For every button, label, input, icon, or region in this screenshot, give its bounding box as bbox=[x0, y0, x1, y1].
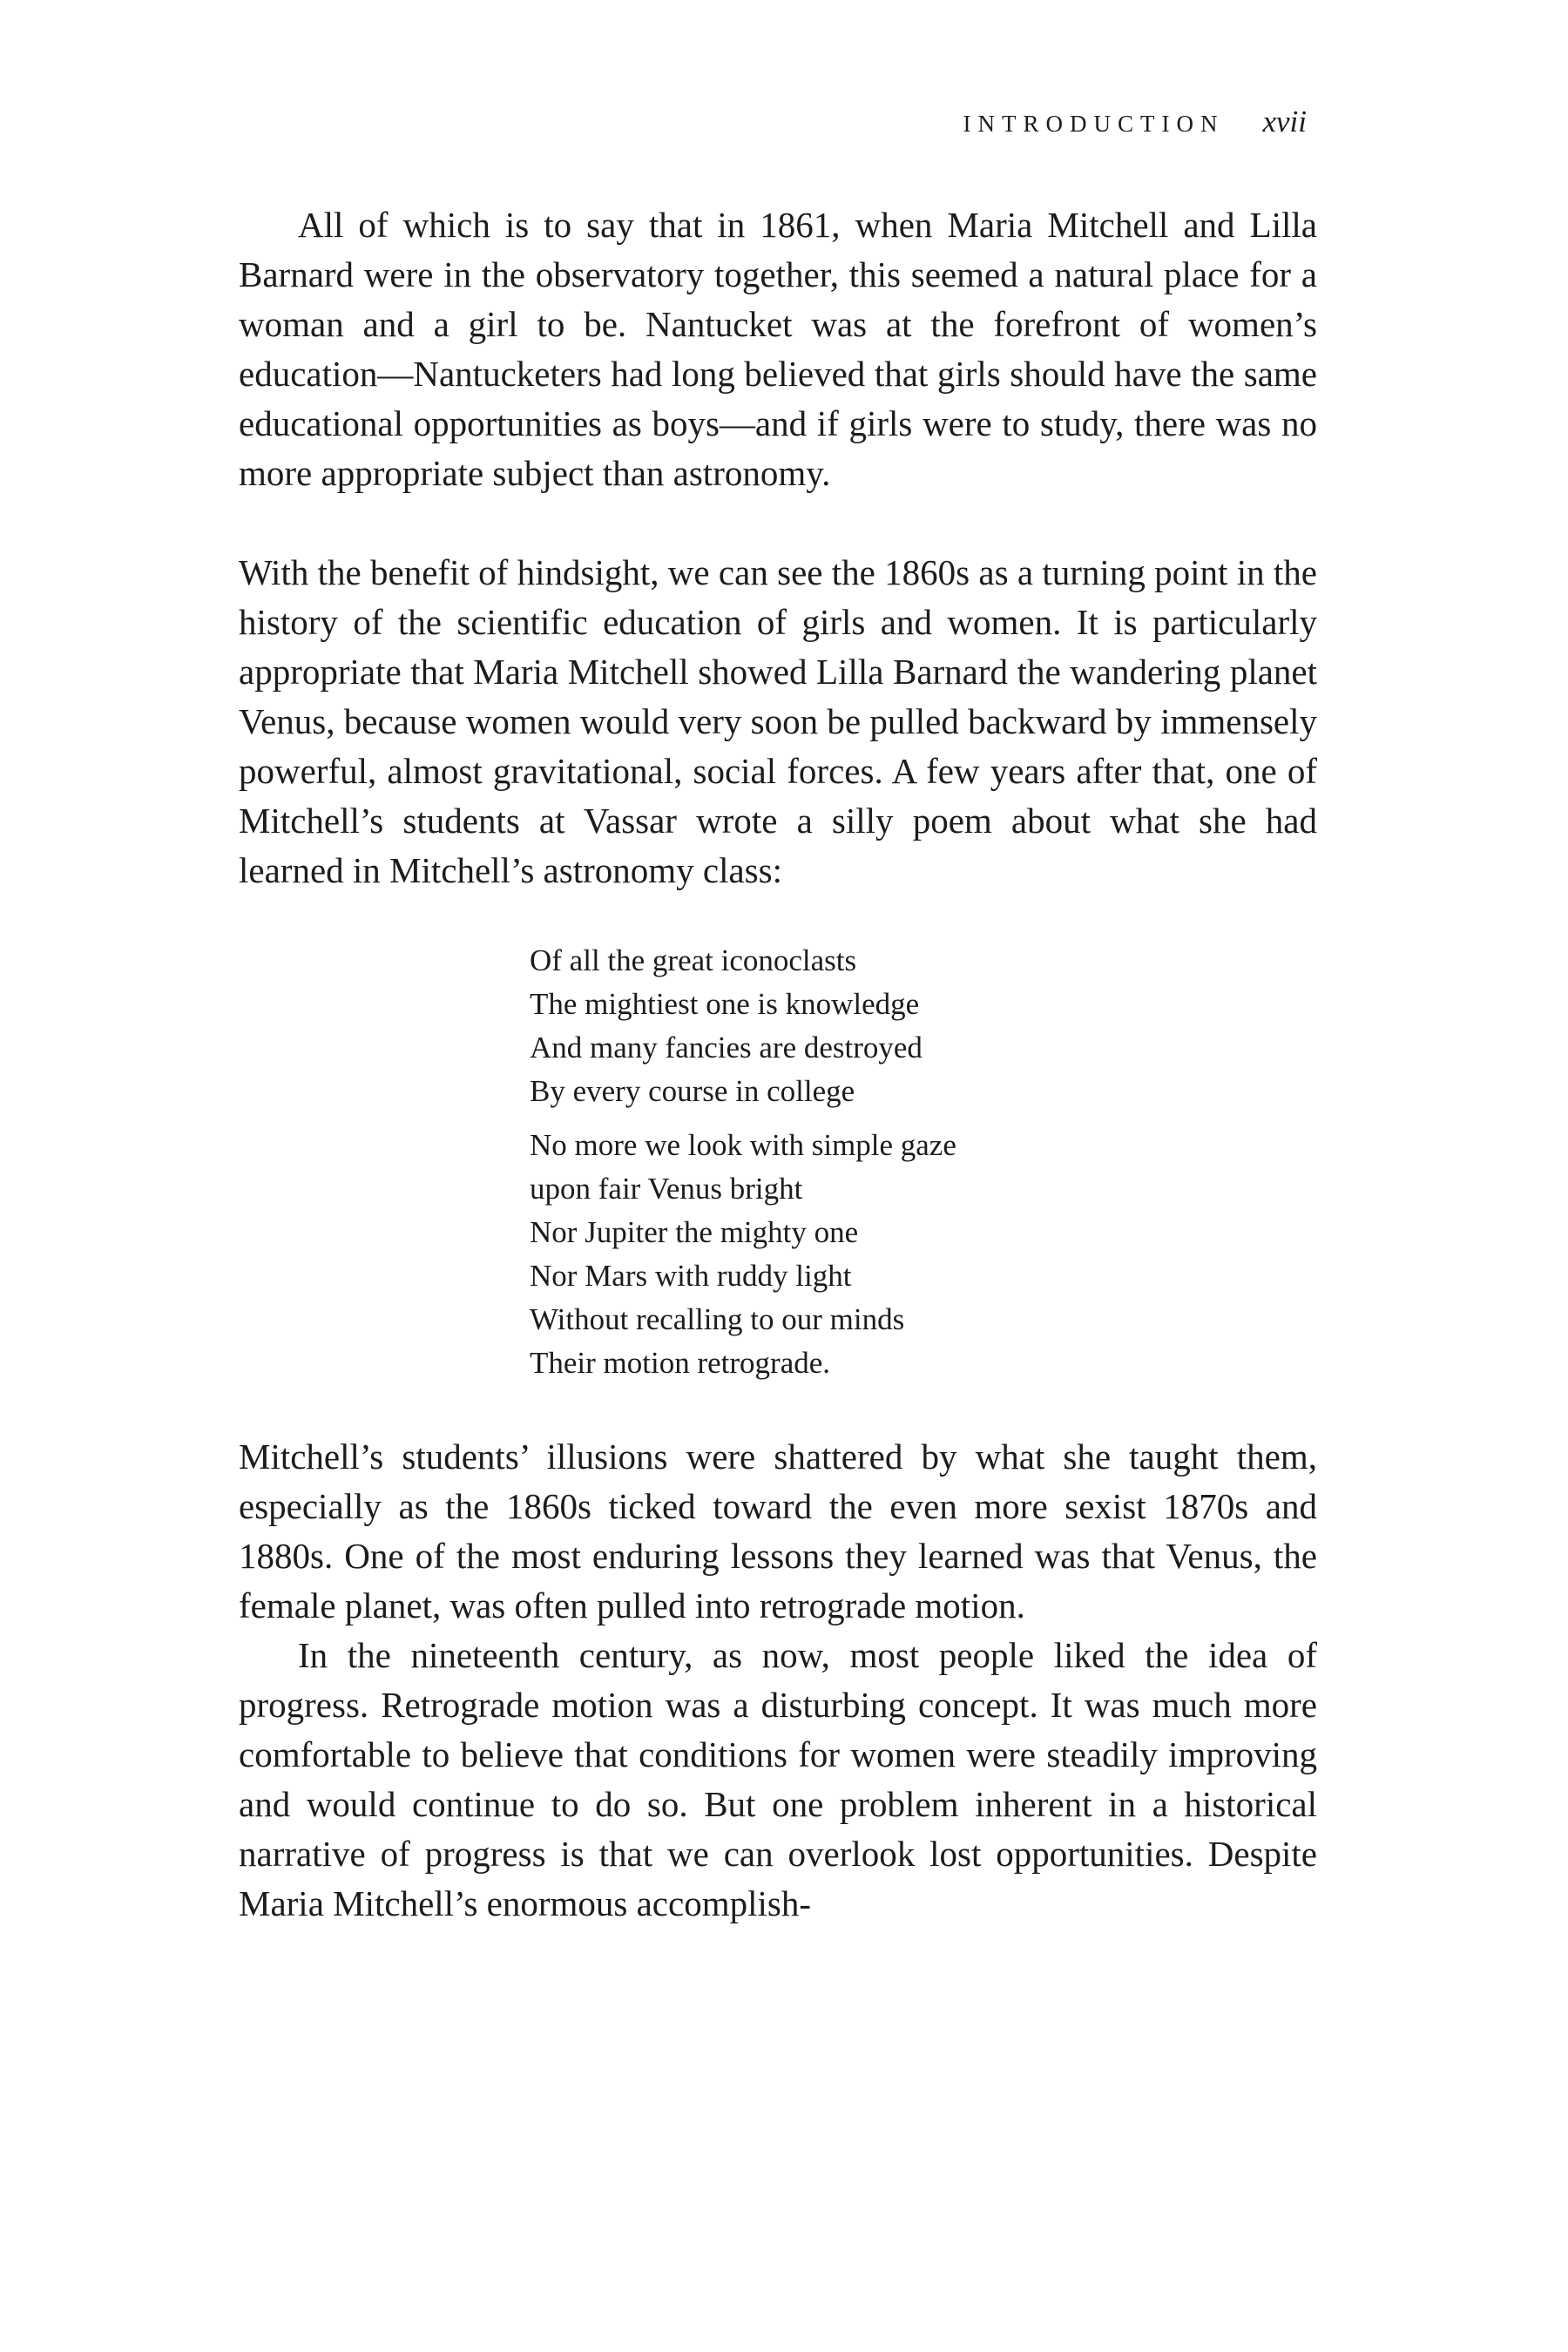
poem-line: Their motion retrograde. bbox=[530, 1346, 831, 1380]
poem-line: Nor Jupiter the mighty one bbox=[530, 1215, 859, 1249]
poem-stanza-2 bbox=[530, 1124, 1317, 1385]
paragraph-3: Mitchell’s students’ illusions were shattered by what she taught them, especially as the 1860s ticked toward the even more sexist 1870s and 1880s. One of the most enduring lessons they learned was that Venus, the female planet, was often pulled into retrograde motion. bbox=[239, 1436, 1317, 1625]
poem-stanza-1 bbox=[530, 939, 1317, 1113]
poem-line: Of all the great iconoclasts bbox=[530, 943, 857, 977]
poem-line: No more we look with simple gaze bbox=[530, 1128, 956, 1162]
running-head-section: INTRODUCTION bbox=[963, 111, 1225, 137]
poem-line: Nor Mars with ruddy light bbox=[530, 1259, 852, 1293]
poem-line: The mightiest one is knowledge bbox=[530, 987, 920, 1021]
paragraph-4: In the nineteenth century, as now, most people liked the idea of progress. Retrograde motion was a disturbing concept. It was much more comfortable to believe that conditions for women were steadily improving and would continue to do so. But one problem inherent in a historical narrative of progress is that we can overlook lost opportunities. Despite Maria Mitchell’s enormous accomplish- bbox=[239, 1635, 1317, 1923]
page-number: xvii bbox=[1262, 105, 1307, 139]
poem-line: upon fair Venus bright bbox=[530, 1172, 803, 1206]
poem-line: By every course in college bbox=[530, 1074, 855, 1108]
running-head bbox=[963, 105, 1307, 139]
poem-line: Without recalling to our minds bbox=[530, 1302, 905, 1336]
paragraph-2: With the benefit of hindsight, we can see the 1860s as a turning point in the history of the scientific education of girls and women. It is particularly appropriate that Maria Mitchell showed Lilla Barnard the wandering planet Venus, because women would very soon be pulled backward by immensely powerful, almost gravitational, social forces. A few years after that, one of Mitchell’s students at Vassar wrote a silly poem about what she had learned in Mitchell’s astronomy class: bbox=[239, 552, 1317, 890]
section-break bbox=[239, 498, 1317, 548]
paragraph-1: All of which is to say that in 1861, when Maria Mitchell and Lilla Barnard were in the observatory together, this seemed a natural place for a woman and a girl to be. Nantucket was at the forefront of women’s education—Nantucketers had long believed that girls should have the same educational opportunities as boys—and if girls were to study, there was no more appropriate subject than astronomy. bbox=[239, 205, 1317, 493]
poem-line: And many fancies are destroyed bbox=[530, 1031, 923, 1064]
body-text bbox=[239, 200, 1317, 1929]
poem-block bbox=[530, 939, 1317, 1385]
